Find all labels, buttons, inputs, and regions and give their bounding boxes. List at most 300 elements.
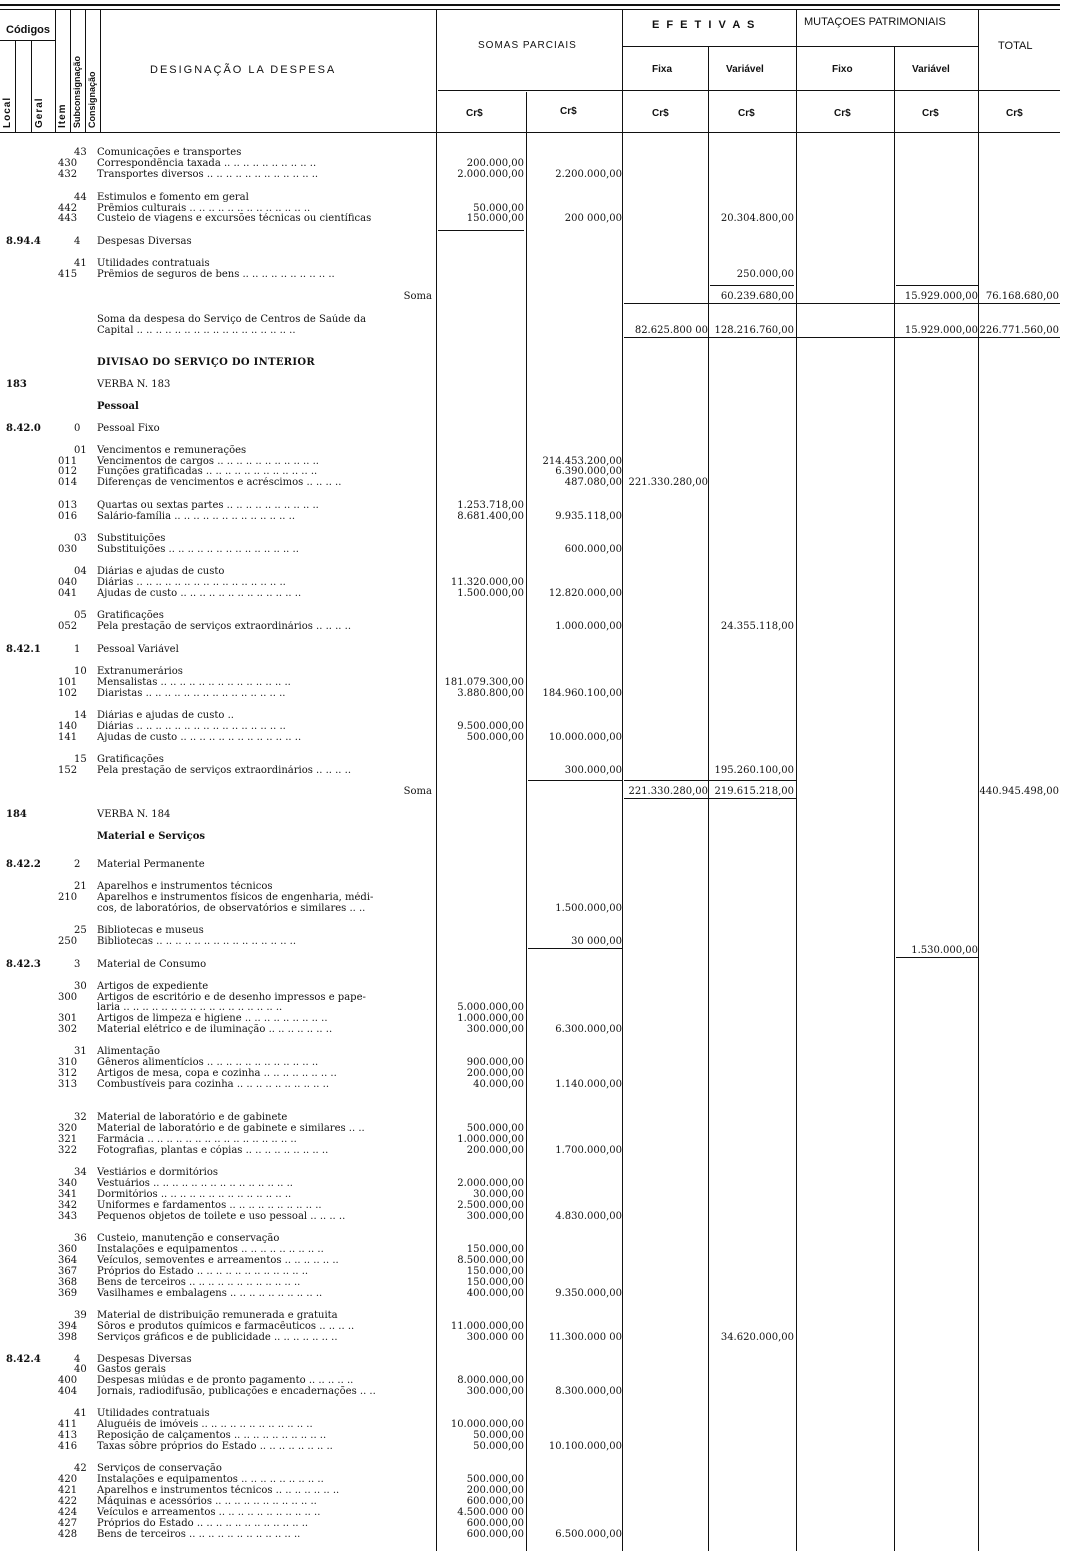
designation: Material de laboratório e de gabinete [97, 1112, 288, 1123]
table-row [0, 1288, 1091, 1299]
partial-sum-1: 200.000,00 [466, 1485, 524, 1496]
table-row [0, 1408, 1091, 1419]
item-code: 421 [58, 1485, 78, 1496]
designation: Taxas sôbre próprios do Estado .. .. .. .. .. .. .. .. [97, 1441, 333, 1452]
designation: Bibliotecas .. .. .. .. .. .. .. .. .. .. .. .. .. .. .. [97, 936, 297, 947]
table-row [0, 500, 1091, 511]
consignacao-code: 0 [74, 423, 81, 434]
consignacao-code: 3 [74, 959, 81, 970]
designation: Material de distribuição remunerada e gratuita [97, 1310, 338, 1321]
table-row [0, 1364, 1091, 1375]
table-row [0, 892, 1091, 903]
designation: Custeio, manutenção e conservação [97, 1233, 280, 1244]
total-header: TOTAL [998, 40, 1033, 52]
table-row [0, 1529, 1091, 1540]
designation: Aparelhos e instrumentos técnicos [97, 881, 273, 892]
table-row [0, 1430, 1091, 1441]
item-code: 014 [58, 477, 78, 488]
table-row [0, 477, 1091, 488]
table-row [0, 1474, 1091, 1485]
designation: Gratificações [97, 754, 164, 765]
table-row [0, 881, 1091, 892]
partial-sum-1: 1.000.000,00 [457, 1134, 524, 1145]
partial-sum-2: 10.100.000,00 [548, 1441, 622, 1452]
designation: Reposição de calçamentos .. .. .. .. .. .. .. .. .. .. [97, 1430, 327, 1441]
designation: Transportes diversos .. .. .. .. .. .. .. .. .. .. .. .. [97, 169, 319, 180]
table-row [0, 1321, 1091, 1332]
item-code: 310 [58, 1057, 78, 1068]
partial-sum-1: 181.079.300,00 [444, 677, 524, 688]
consignacao-code: 01 [74, 445, 87, 456]
partial-sum-1: 1.253.718,00 [457, 500, 524, 511]
table-row [0, 236, 1091, 247]
item-code: 016 [58, 511, 78, 522]
consignacao-code: 4 [74, 1354, 81, 1365]
table-row [0, 1332, 1091, 1343]
table-row [0, 445, 1091, 456]
currency-p1: Cr$ [466, 108, 483, 119]
consignacao-code: 25 [74, 925, 87, 936]
designation: Quartas ou sextas partes .. .. .. .. .. .. .. .. .. .. [97, 500, 319, 511]
efetivas-fixa-value: 221.330.280,00 [628, 477, 708, 488]
table-row [0, 258, 1091, 269]
consignacao-code: 1 [74, 644, 81, 655]
table-row [0, 1123, 1091, 1134]
item-code: 312 [58, 1068, 78, 1079]
table-row [0, 466, 1091, 477]
consignacao-code: 04 [74, 566, 87, 577]
table-row [0, 959, 1091, 970]
designation: Diárias e ajudas de custo [97, 566, 225, 577]
currency-var: Cr$ [738, 108, 755, 119]
item-code: 394 [58, 1321, 78, 1332]
designacao-header: DESIGNAÇÃO LA DESPESA [150, 64, 337, 76]
table-row [0, 1178, 1091, 1189]
table-row [0, 903, 1091, 914]
designation: Instalações e equipamentos .. .. .. .. .. .. .. .. .. [97, 1474, 324, 1485]
consignacao-code: 14 [74, 710, 87, 721]
designation: Material de Consumo [97, 959, 207, 970]
designation: Despesas Diversas [97, 1354, 192, 1365]
designation: Diárias .. .. .. .. .. .. .. .. .. .. .. .. .. .. .. .. [97, 721, 286, 732]
item-code: 369 [58, 1288, 78, 1299]
partial-sum-2: 300.000,00 [564, 765, 622, 776]
table-row [0, 666, 1091, 677]
sum-rule [438, 230, 524, 231]
designation: Material elétrico e de iluminação .. .. .. .. .. .. .. [97, 1024, 333, 1035]
designation: Veículos e arreamentos .. .. .. .. .. .. .. .. .. .. .. [97, 1507, 321, 1518]
designation: Estimulos e fomento em geral [97, 192, 249, 203]
designation: Substituições [97, 533, 166, 544]
item-code: 404 [58, 1386, 78, 1397]
designation: Dormitórios .. .. .. .. .. .. .. .. .. .. .. .. .. .. [97, 1189, 292, 1200]
table-row [0, 1134, 1091, 1145]
designation: Substituições .. .. .. .. .. .. .. .. .. .. .. .. .. .. [97, 544, 299, 555]
consignacao-code: 05 [74, 610, 87, 621]
table-row [0, 621, 1091, 632]
partial-sum-2: 1.500.000,00 [555, 903, 622, 914]
consignacao-code: 41 [74, 258, 87, 269]
item-code: 400 [58, 1375, 78, 1386]
local-code: 8.94.4 [6, 236, 41, 247]
table-row [0, 325, 1091, 336]
table-row [0, 1013, 1091, 1024]
consignacao-code: 39 [74, 1310, 87, 1321]
col-rule-consig [100, 10, 101, 132]
partial-sum-1: 150.000,00 [466, 1277, 524, 1288]
designation: Serviços gráficos e de publicidade .. .. .. .. .. .. .. [97, 1332, 338, 1343]
item-code: 343 [58, 1211, 78, 1222]
designation: Sôros e produtos químicos e farmacêuticos .. .. .. .. [97, 1321, 355, 1332]
local-code: 8.42.4 [6, 1354, 41, 1365]
partial-sum-1: 2.000.000,00 [457, 169, 524, 180]
col-rule-geral [31, 40, 32, 132]
efetivas-fixa-value: 82.625.800 00 [634, 325, 708, 336]
table-row [0, 1112, 1091, 1123]
partial-sum-2: 487.080,00 [564, 477, 622, 488]
table-row [0, 1507, 1091, 1518]
local-code: 184 [6, 809, 27, 820]
partial-sum-2: 9.350.000,00 [555, 1288, 622, 1299]
item-code: 152 [58, 765, 78, 776]
item-code: 416 [58, 1441, 78, 1452]
table-row [0, 1145, 1091, 1156]
local-code: 8.42.2 [6, 859, 41, 870]
table-row [0, 1255, 1091, 1266]
item-code: 322 [58, 1145, 78, 1156]
designation: Próprios do Estado .. .. .. .. .. .. .. .. .. .. .. .. [97, 1266, 309, 1277]
item-code: 052 [58, 621, 78, 632]
local-code: 8.42.0 [6, 423, 41, 434]
consignacao-code: 10 [74, 666, 87, 677]
partial-sum-1: 40.000,00 [473, 1079, 524, 1090]
table-row [0, 981, 1091, 992]
item-code: 301 [58, 1013, 78, 1024]
designation: Pequenos objetos de toilete e uso pessoal .. .. .. .. [97, 1211, 346, 1222]
partial-sum-1: 200.000,00 [466, 158, 524, 169]
designation: Pela prestação de serviços extraordinários .. .. .. .. [97, 765, 352, 776]
table-row [0, 644, 1091, 655]
partial-sum-1: 9.500.000,00 [457, 721, 524, 732]
currency-total: Cr$ [1006, 108, 1023, 119]
partial-sum-2: 9.935.118,00 [555, 511, 622, 522]
designation: Capital .. .. .. .. .. .. .. .. .. .. .. .. .. .. .. .. .. [97, 325, 296, 336]
table-row [0, 269, 1091, 280]
designation: Extranumerários [97, 666, 183, 677]
partial-sum-1: 200.000,00 [466, 1145, 524, 1156]
partial-sum-1: 600.000,00 [466, 1518, 524, 1529]
table-row [0, 1518, 1091, 1529]
currency-fixa: Cr$ [652, 108, 669, 119]
item-code: 422 [58, 1496, 78, 1507]
partial-sum-2: 10.000.000,00 [548, 732, 622, 743]
designation: DIVISAO DO SERVIÇO DO INTERIOR [97, 357, 315, 368]
table-row [0, 1079, 1091, 1090]
item-code: 443 [58, 213, 78, 224]
consignacao-code: 31 [74, 1046, 87, 1057]
designation: Pessoal [97, 401, 139, 412]
item-code: 140 [58, 721, 78, 732]
partial-sum-1: 300.000,00 [466, 1386, 524, 1397]
partial-sum-2: 12.820.000,00 [548, 588, 622, 599]
table-row [0, 1046, 1091, 1057]
item-code: 442 [58, 203, 78, 214]
partial-sum-1: 11.000.000,00 [450, 1321, 524, 1332]
partial-sum-1: 300.000,00 [466, 1024, 524, 1035]
col-rule-local [15, 40, 16, 132]
table-row [0, 1233, 1091, 1244]
table-row [0, 588, 1091, 599]
designation: Instalações e equipamentos .. .. .. .. .. .. .. .. .. [97, 1244, 324, 1255]
partial-sum-2: 600.000,00 [564, 544, 622, 555]
partial-sum-1: 600.000,00 [466, 1529, 524, 1540]
table-row [0, 1375, 1091, 1386]
codigos-label: Códigos [6, 24, 50, 36]
designation: Artigos de limpeza e higiene .. .. .. .. .. .. .. .. .. [97, 1013, 328, 1024]
item-code: 210 [58, 892, 78, 903]
consignacao-code: 32 [74, 1112, 87, 1123]
sum-rule [624, 798, 796, 799]
designation: Próprios do Estado .. .. .. .. .. .. .. .. .. .. .. .. [97, 1518, 309, 1529]
consignacao-code: 43 [74, 147, 87, 158]
partial-sum-1: 150.000,00 [466, 1244, 524, 1255]
designation: Correspondência taxada .. .. .. .. .. .. .. .. .. .. [97, 158, 317, 169]
table-row [0, 809, 1091, 820]
table-row [0, 213, 1091, 224]
efetivas-variavel-value: 128.216.760,00 [714, 325, 794, 336]
item-code: 313 [58, 1079, 78, 1090]
table-row [0, 754, 1091, 765]
item-code: 364 [58, 1255, 78, 1266]
mutacoes-variavel-value: 1.530.000,00 [911, 945, 978, 956]
partial-sum-2: 1.140.000,00 [555, 1079, 622, 1090]
designation: Vestuários .. .. .. .. .. .. .. .. .. .. .. .. .. .. .. [97, 1178, 293, 1189]
efetivas-variavel-value: 60.239.680,00 [720, 291, 794, 302]
item-code: 012 [58, 466, 78, 477]
item-code: 250 [58, 936, 78, 947]
partial-sum-1: 2.000.000,00 [457, 1178, 524, 1189]
item-code: 367 [58, 1266, 78, 1277]
item-label: Item [57, 103, 68, 128]
somas-parciais-header: SOMAS PARCIAIS [478, 40, 577, 51]
consignacao-code: 40 [74, 1364, 87, 1375]
designation: Soma da despesa do Serviço de Centros de Saúde da [97, 314, 367, 325]
table-row [0, 1266, 1091, 1277]
total-value: 226.771.560,00 [979, 325, 1059, 336]
partial-sum-1: 2.500.000,00 [457, 1200, 524, 1211]
local-code: 8.42.3 [6, 959, 41, 970]
partial-sum-2: 200 000,00 [564, 213, 622, 224]
designation: Diárias e ajudas de custo .. [97, 710, 234, 721]
table-row [0, 786, 1091, 797]
designation: Aparelhos e instrumentos técnicos .. .. .. .. .. .. .. [97, 1485, 340, 1496]
geral-label: Geral [34, 97, 45, 128]
sum-rule [896, 285, 978, 286]
efetivas-variavel-value: 250.000,00 [736, 269, 794, 280]
partial-sum-1: 8.500.000,00 [457, 1255, 524, 1266]
partial-sum-2: 11.300.000 00 [548, 1332, 622, 1343]
partial-sum-1: 10.000.000,00 [450, 1419, 524, 1430]
item-code: 428 [58, 1529, 78, 1540]
sum-rule [624, 337, 1060, 338]
partial-sum-2: 1.000.000,00 [555, 621, 622, 632]
table-row [0, 291, 1091, 302]
item-code: 411 [58, 1419, 78, 1430]
partial-sum-1: 50.000,00 [473, 203, 524, 214]
designation: Vencimentos e remunerações [97, 445, 247, 456]
item-code: 302 [58, 1024, 78, 1035]
designation: Despesas Diversas [97, 236, 192, 247]
table-row [0, 732, 1091, 743]
designation: Mensalistas .. .. .. .. .. .. .. .. .. .. .. .. .. .. [97, 677, 291, 688]
designation: Bibliotecas e museus [97, 925, 204, 936]
designation: Pessoal Variável [97, 644, 179, 655]
item-code: 368 [58, 1277, 78, 1288]
item-code: 427 [58, 1518, 78, 1529]
partial-sum-1: 300.000 00 [466, 1332, 524, 1343]
table-row [0, 1310, 1091, 1321]
table-row [0, 1386, 1091, 1397]
designation: Fotografias, plantas e cópias .. .. .. .. .. .. .. .. .. [97, 1145, 329, 1156]
item-code: 420 [58, 1474, 78, 1485]
item-code: 101 [58, 677, 78, 688]
table-row [0, 544, 1091, 555]
item-code: 321 [58, 1134, 78, 1145]
item-code: 341 [58, 1189, 78, 1200]
soma-label: Soma [403, 786, 432, 797]
designation: Diferenças de vencimentos e acréscimos .. .. .. .. [97, 477, 342, 488]
table-row [0, 1244, 1091, 1255]
designation: Gastos gerais [97, 1364, 166, 1375]
sum-rule [896, 957, 978, 958]
designation: Salário-família .. .. .. .. .. .. .. .. .. .. .. .. .. [97, 511, 296, 522]
item-code: 300 [58, 992, 78, 1003]
efetivas-header: E F E T I V A S [652, 19, 757, 31]
item-code: 030 [58, 544, 78, 555]
consignacao-label: Consignação [87, 71, 97, 128]
item-code: 415 [58, 269, 78, 280]
table-row [0, 1485, 1091, 1496]
col-rule-item [70, 10, 71, 132]
efetivas-variavel-value: 20.304.800,00 [720, 213, 794, 224]
table-row [0, 511, 1091, 522]
currency-mfix: Cr$ [834, 108, 851, 119]
local-code: 8.42.1 [6, 644, 41, 655]
subconsignacao-label: Subconsignação [72, 55, 82, 128]
item-code: 320 [58, 1123, 78, 1134]
local-code: 183 [6, 379, 27, 390]
table-row [0, 566, 1091, 577]
partial-sum-1: 500.000,00 [466, 1474, 524, 1485]
designation: VERBA N. 183 [97, 379, 171, 390]
designation: laria .. .. .. .. .. .. .. .. .. .. .. .. .. .. .. .. .. [97, 1002, 283, 1013]
sum-rule [624, 303, 1060, 304]
designation: Prêmios culturais .. .. .. .. .. .. .. .. .. .. .. .. .. [97, 203, 311, 214]
partial-sum-1: 8.681.400,00 [457, 511, 524, 522]
table-row [0, 379, 1091, 390]
designation: Diárias .. .. .. .. .. .. .. .. .. .. .. .. .. .. .. .. [97, 577, 286, 588]
designation: Artigos de expediente [97, 981, 209, 992]
consignacao-code: 2 [74, 859, 81, 870]
item-code: 141 [58, 732, 78, 743]
item-code: 013 [58, 500, 78, 511]
table-row [0, 169, 1091, 180]
col-rule-codigos [55, 10, 56, 132]
table-row [0, 1200, 1091, 1211]
item-code: 102 [58, 688, 78, 699]
sum-rule [710, 285, 794, 286]
designation: Utilidades contratuais [97, 1408, 210, 1419]
partial-sum-1: 30.000,00 [473, 1189, 524, 1200]
partial-sum-2: 2.200.000,00 [555, 169, 622, 180]
designation: Gratificações [97, 610, 164, 621]
efetivas-variavel-value: 34.620.000,00 [720, 1332, 794, 1343]
partial-sum-1: 150.000,00 [466, 1266, 524, 1277]
table-row [0, 1211, 1091, 1222]
table-row [0, 158, 1091, 169]
partial-sum-2: 30 000,00 [571, 936, 622, 947]
currency-mvar: Cr$ [922, 108, 939, 119]
designation: Funções gratificadas .. .. .. .. .. .. .. .. .. .. .. .. [97, 466, 318, 477]
designation: Bens de terceiros .. .. .. .. .. .. .. .. .. .. .. .. [97, 1529, 301, 1540]
efetivas-variavel-value: 24.355.118,00 [720, 621, 794, 632]
consignacao-code: 21 [74, 881, 87, 892]
partial-sum-1: 3.880.800,00 [457, 688, 524, 699]
designation: Utilidades contratuais [97, 258, 210, 269]
sum-rule [624, 780, 796, 781]
partial-sum-1: 150.000,00 [466, 213, 524, 224]
sub-header-rule [623, 90, 1060, 91]
partial-sum-1: 1.000.000,00 [457, 1013, 524, 1024]
table-row [0, 1057, 1091, 1068]
partial-sum-1: 50.000,00 [473, 1430, 524, 1441]
designation: Ajudas de custo .. .. .. .. .. .. .. .. .. .. .. .. .. [97, 732, 302, 743]
fixa-header: Fixa [652, 64, 673, 75]
partial-sum-1: 11.320.000,00 [450, 577, 524, 588]
somas-subrule [438, 90, 623, 91]
efetivas-rule [623, 46, 978, 47]
table-row [0, 925, 1091, 936]
currency-p2: Cr$ [560, 106, 577, 117]
table-row [0, 677, 1091, 688]
codigos-rule [0, 40, 55, 41]
table-row [0, 533, 1091, 544]
partial-sum-1: 8.000.000,00 [457, 1375, 524, 1386]
designation: Pela prestação de serviços extraordinários .. .. .. .. [97, 621, 352, 632]
total-value: 76.168.680,00 [985, 291, 1059, 302]
designation: Aparelhos e instrumentos físicos de engenharia, médi- [97, 892, 374, 903]
table-row [0, 423, 1091, 434]
efetivas-variavel-value: 219.615.218,00 [714, 786, 794, 797]
table-row [0, 610, 1091, 621]
partial-sum-1: 500.000,00 [466, 732, 524, 743]
partial-sum-2: 1.700.000,00 [555, 1145, 622, 1156]
table-row [0, 765, 1091, 776]
variavel-mutacoes-header: Variável [912, 64, 950, 75]
item-code: 041 [58, 588, 78, 599]
designation: Artigos de escritório e de desenho impressos e pape- [97, 992, 366, 1003]
fixo-header: Fixo [832, 64, 853, 75]
soma-label: Soma [403, 291, 432, 302]
designation: Diaristas .. .. .. .. .. .. .. .. .. .. .. .. .. .. .. [97, 688, 286, 699]
table-row [0, 1002, 1091, 1013]
designation: cos, de laboratórios, de observatórios e similares .. .. [97, 903, 366, 914]
table-row [0, 721, 1091, 732]
table-row [0, 1277, 1091, 1288]
designation: Jornais, radiodifusão, publicações e encadernações .. .. [97, 1386, 376, 1397]
designation: Veículos, semoventes e arreamentos .. .. .. .. .. .. [97, 1255, 339, 1266]
designation: Artigos de mesa, copa e cozinha .. .. .. .. .. .. .. .. [97, 1068, 337, 1079]
